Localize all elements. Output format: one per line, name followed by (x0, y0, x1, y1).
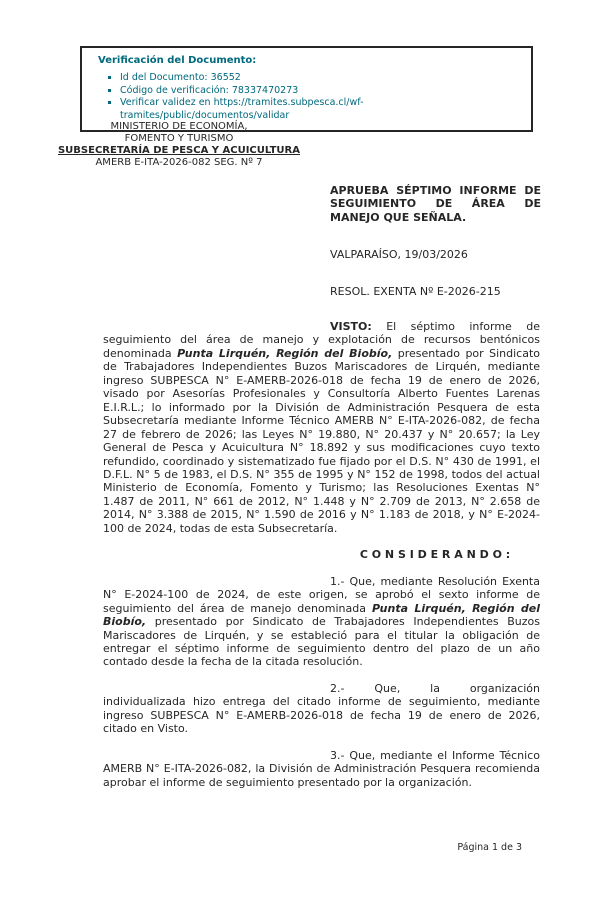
letterhead (36, 121, 322, 169)
page-number: Página 1 de 3 (457, 842, 522, 853)
visto-paragraph (103, 320, 540, 535)
verification-item-document-id: ▪ Id del Documento: 36552 (120, 72, 523, 85)
resolution-number: RESOL. EXENTA Nº E-2026-215 (330, 285, 501, 298)
visto-text-1: El séptimo informe de seguimiento del área de manejo y explotación de recursos bentónicos denominada (103, 320, 540, 360)
verification-item-validation-url: ▪ Verificar validez en https://tramites.subpesca.cl/wf-tramites/public/documentos/validar (120, 97, 523, 122)
document-body (103, 320, 540, 802)
verification-title: Verificación del Documento: (98, 55, 257, 66)
visto-area-name: Punta Lirquén, Región del Biobío, (177, 346, 393, 360)
considerando-1-text-1: 1.- Que, mediante Resolución Exenta N° E-2024-100 de 2024, de este origen, se aprobó el sexto informe de seguimiento del área de manejo denominada (103, 574, 540, 615)
subject-title: APRUEBA SÉPTIMO INFORME DE SEGUIMIENTO DE ÁREA DE MANEJO QUE SEÑALA. (330, 184, 541, 224)
verification-box (80, 46, 533, 132)
considerando-paragraph-3: 3.- Que, mediante el Informe Técnico AMERB N° E-ITA-2026-082, la División de Administración Pesquera recomienda aprobar el informe de seguimiento presentado por la organización. (103, 748, 540, 789)
ministry-name-line2: FOMENTO Y TURISMO (124, 133, 234, 144)
verification-list (98, 72, 523, 122)
subsecretaria-name: SUBSECRETARÍA DE PESCA Y ACUICULTURA (57, 145, 300, 156)
considerando-paragraph-2: 2.- Que, la organización individualizada hizo entrega del citado informe de seguimiento, mediante ingreso SUBPESCA N° E-AMERB-2026-018 de fecha 19 de enero de 2026, citado en Visto. (103, 681, 540, 736)
considerando-1-text-2: presentado por Sindicato de Trabajadores Independientes Buzos Mariscadores de Lirquén, y se estableció para el titular la obligación de entregar el séptimo informe de seguimiento dentro del plazo de un año contado desde la fecha de la citada resolución. (103, 615, 540, 669)
ministry-name-line1: MINISTERIO DE ECONOMÍA, (110, 121, 248, 132)
considerando-paragraph-1 (103, 575, 540, 669)
visto-text-2: presentado por Sindicato de Trabajadores Independientes Buzos Mariscadores de Lirquén, mediante ingreso SUBPESCA N° E-AMERB-2026-018 de fecha 19 de enero de 2026, visado por Asesorías Profesionales y Consultoría Alberto Fuentes Larenas E.I.R.L.; lo informado por la División de Administración Pesquera de esta Subsecretaría mediante Informe Técnico AMERB N° E-ITA-2026-082, de fecha 27 de febrero de 2026; las Leyes N° 19.880, N° 20.437 y N° 20.657; la Ley General de Pesca y Acuicultura N° 18.892 y sus modificaciones cuyo texto refundido, coordinado y sistematizado fue fijado por el D.S. N° 430 de 1991, el D.F.L. N° 5 de 1983, el D.S. N° 355 de 1995 y N° 152 de 1998, todos del actual Ministerio de Economía, Fomento y Turismo; las Resoluciones Exentas N° 1.487 de 2011, N° 661 de 2012, N° 1.448 y N° 2.709 de 2013, N° 2.658 de 2014, N° 3.388 de 2015, N° 1.590 de 2016 y N° 1.183 de 2018, y N° E-2024-100 de 2024, todas de esta Subsecretaría. (103, 346, 541, 535)
considerando-1-area-name: Punta Lirquén, Región del Biobío, (103, 601, 540, 629)
document-reference: AMERB E-ITA-2026-082 SEG. Nº 7 (95, 157, 263, 168)
verification-item-verification-code: ▪ Código de verificación: 78337470273 (120, 85, 523, 98)
considerando-heading: C O N S I D E R A N D O : (359, 548, 511, 562)
place-and-date: VALPARAÍSO, 19/03/2026 (330, 248, 468, 261)
visto-label: VISTO: (330, 320, 372, 333)
